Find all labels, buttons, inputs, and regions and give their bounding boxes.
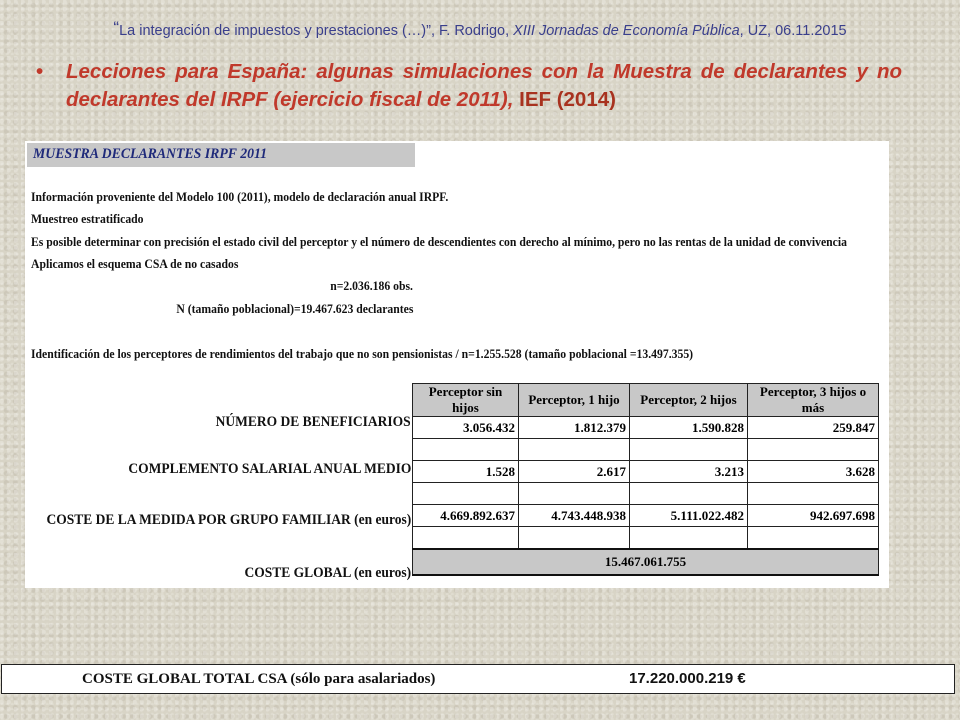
table-cell: 942.697.698 [748, 505, 879, 527]
table-cell: 4.669.892.637 [413, 505, 519, 527]
row-label-coste-global: COSTE GLOBAL (en euros) [244, 565, 411, 581]
table-cell: 3.628 [748, 461, 879, 483]
results-table [412, 383, 879, 576]
table-cell: 4.743.448.938 [519, 505, 630, 527]
footer-total-bar [1, 664, 955, 694]
info-line: Aplicamos el esquema CSA de no casados [31, 256, 239, 271]
table-header-row [413, 384, 879, 417]
table-row [413, 461, 879, 483]
header-event: XIII Jornadas de Economía Pública [513, 23, 740, 39]
table-spacer-row [413, 439, 879, 461]
document-panel [25, 141, 889, 588]
table-total-row [413, 549, 879, 575]
row-label-coste-grupo: COSTE DE LA MEDIDA POR GRUPO FAMILIAR (en euros) [46, 512, 411, 528]
document-title-bar [27, 143, 415, 167]
info-line: Información proveniente del Modelo 100 (2011), modelo de declaración anual IRPF. [31, 189, 449, 204]
table-header-cell: Perceptor, 3 hijos o más [748, 384, 879, 417]
table-header-cell: Perceptor sin hijos [413, 384, 519, 417]
identification-line: Identificación de los perceptores de rendimientos del trabajo que no son pensionistas / n=1.255.528 (tamaño poblacional =13.497.355) [31, 346, 694, 361]
table-cell: 1.590.828 [630, 417, 748, 439]
bullet-italic-text: Lecciones para España: algunas simulaciones con la Muestra de declarantes y no declarantes del IRPF (ejercicio fiscal de 2011), [66, 60, 902, 111]
table-spacer-row [413, 527, 879, 549]
table-row [413, 505, 879, 527]
sample-size: n=2.036.186 obs. [330, 278, 413, 293]
population-size: N (tamaño poblacional)=19.467.623 declarantes [175, 301, 413, 316]
table-cell: 3.213 [630, 461, 748, 483]
table-cell: 1.812.379 [519, 417, 630, 439]
table-row [413, 417, 879, 439]
quote-mark: “ [113, 18, 120, 37]
slide-header [0, 18, 960, 39]
row-label-beneficiarios: NÚMERO DE BENEFICIARIOS [215, 414, 411, 430]
header-title: La integración de impuestos y prestaciones (…)”, F. Rodrigo, [119, 23, 514, 39]
table-cell: 5.111.022.482 [630, 505, 748, 527]
table-cell: 259.847 [748, 417, 879, 439]
total-cell: 15.467.061.755 [413, 549, 879, 575]
table-spacer-row [413, 483, 879, 505]
info-line: Muestreo estratificado [31, 211, 144, 226]
footer-label: COSTE GLOBAL TOTAL CSA (sólo para asalariados) [82, 671, 436, 687]
bullet-source: IEF (2014) [513, 88, 616, 111]
table-cell: 2.617 [519, 461, 630, 483]
info-line: Es posible determinar con precisión el estado civil del perceptor y el número de descendientes con derecho al mínimo, pero no las rentas de la unidad de convivencia [31, 234, 847, 249]
header-date: , UZ, 06.11.2015 [739, 23, 847, 39]
document-title: MUESTRA DECLARANTES IRPF 2011 [33, 146, 268, 162]
footer-value: 17.220.000.219 € [629, 670, 746, 687]
table-header-cell: Perceptor, 2 hijos [630, 384, 748, 417]
bullet-text [66, 58, 902, 114]
table-cell: 3.056.432 [413, 417, 519, 439]
bullet-icon: • [36, 60, 44, 83]
table-cell: 1.528 [413, 461, 519, 483]
table-header-cell: Perceptor, 1 hijo [519, 384, 630, 417]
row-label-complemento: COMPLEMENTO SALARIAL ANUAL MEDIO [128, 461, 411, 477]
bullet-point [36, 58, 902, 114]
